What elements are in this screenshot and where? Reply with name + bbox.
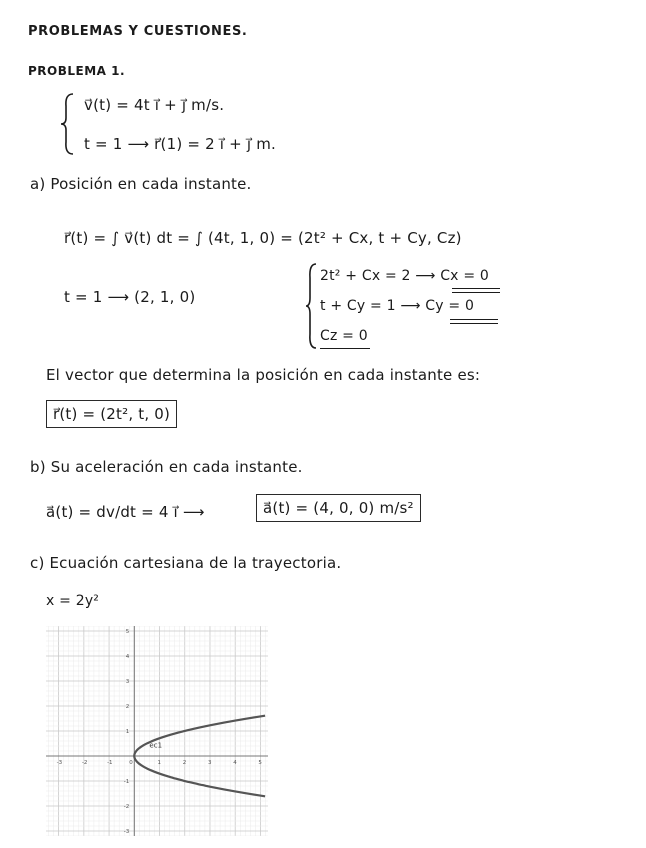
y-tick-label: 2 <box>125 704 130 710</box>
x-tick-label: -2 <box>81 760 88 766</box>
page-heading: PROBLEMAS Y CUESTIONES. <box>28 24 248 39</box>
x-tick-label: 1 <box>157 760 162 766</box>
curve-label: ec1 <box>149 741 163 750</box>
x-tick-label: 3 <box>207 760 212 766</box>
problem-label: PROBLEMA 1. <box>28 64 126 78</box>
x-tick-label: -1 <box>107 760 113 766</box>
x-tick-label: 0 <box>129 760 133 766</box>
system-line-y: t + Cy = 1 ⟶ Cy = 0 <box>320 298 475 314</box>
y-tick-label: 1 <box>125 729 130 735</box>
y-tick-label: -1 <box>123 779 130 785</box>
y-tick-label: 5 <box>125 629 130 635</box>
cartesian-equation: x = 2y² <box>46 593 100 609</box>
position-integral: r⃗(t) = ∫ v⃗(t) dt = ∫ (4t, 1, 0) = (2t² + Cx, t + Cy, Cz) <box>64 229 462 247</box>
underline-cz <box>320 348 370 349</box>
initial-condition: t = 1 ⟶ (2, 1, 0) <box>64 288 196 306</box>
x-tick-label: -3 <box>56 760 63 766</box>
y-tick-label: -2 <box>123 804 130 810</box>
system-line-x: 2t² + Cx = 2 ⟶ Cx = 0 <box>320 268 490 284</box>
given-initial-position: t = 1 ⟶ r⃗(1) = 2 i⃗ + j⃗ m. <box>84 135 276 153</box>
underline-cy <box>450 319 498 320</box>
acceleration-derivative: a⃗(t) = dv/dt = 4 i⃗ ⟶ <box>46 503 205 521</box>
x-tick-label: 4 <box>233 760 237 766</box>
part-a-title: a) Posición en cada instante. <box>30 175 252 193</box>
position-result-box: r⃗(t) = (2t², t, 0) <box>46 400 177 428</box>
underline-cx-2 <box>452 292 500 293</box>
y-tick-label: 3 <box>125 679 130 685</box>
x-tick-label: 5 <box>258 760 262 766</box>
trajectory-graph <box>46 626 268 836</box>
given-brace <box>60 92 76 156</box>
given-velocity: v⃗(t) = 4t i⃗ + j⃗ m/s. <box>84 96 225 114</box>
y-tick-label: 4 <box>125 654 130 660</box>
acceleration-result-box: a⃗(t) = (4, 0, 0) m/s² <box>256 494 421 522</box>
underline-cx <box>452 288 500 289</box>
part-b-title: b) Su aceleración en cada instante. <box>30 458 303 476</box>
part-c-title: c) Ecuación cartesiana de la trayectoria. <box>30 554 342 572</box>
underline-cy-2 <box>450 323 498 324</box>
y-tick-label: -3 <box>123 829 130 835</box>
x-tick-label: 2 <box>182 760 187 766</box>
position-conclusion: El vector que determina la posición en cada instante es: <box>46 366 481 384</box>
system-brace <box>305 262 319 350</box>
system-line-z: Cz = 0 <box>320 328 368 344</box>
